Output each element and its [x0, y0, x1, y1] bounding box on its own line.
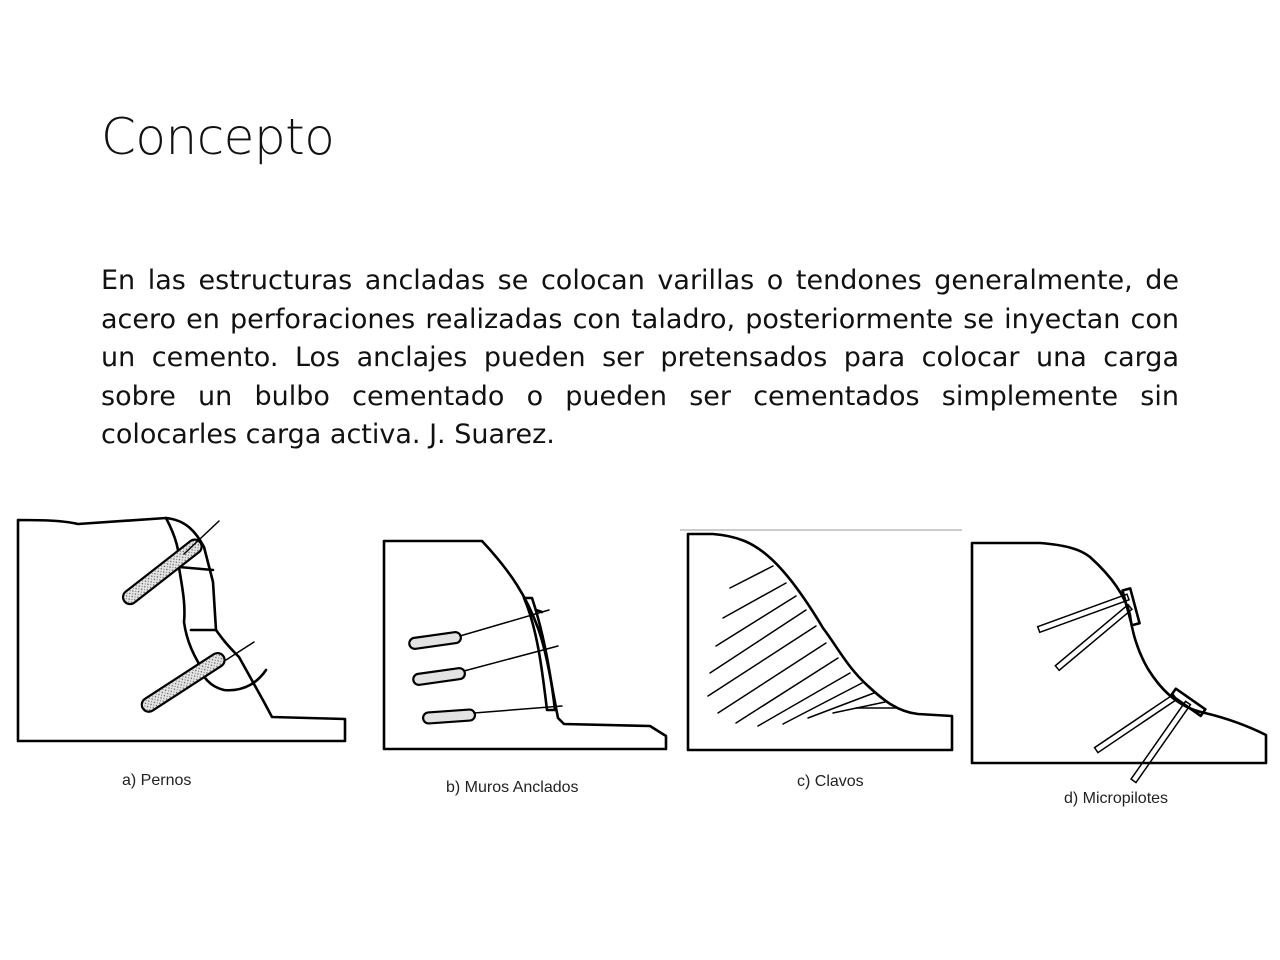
pernos-diagram	[16, 512, 348, 747]
figure-pernos	[16, 512, 348, 747]
caption-clavos: c) Clavos	[797, 773, 864, 790]
figure-muros-anclados	[382, 538, 668, 752]
soil-nails	[708, 566, 896, 726]
caption-muros-anclados: b) Muros Anclados	[446, 779, 579, 796]
muros-anclados-diagram	[382, 538, 668, 752]
slide-title: Concepto	[101, 108, 335, 166]
slide-body-text: En las estructuras ancladas se colocan varillas o tendones generalmente, de acero en perforaciones realizadas con taladro, posteriormente se inyectan con un cemento. Los anclajes pueden ser pretensados para colocar una carga sobre un bulbo cementado o pueden ser cementados simplemente sin colocarles carga activa. J. Suarez.	[101, 265, 1179, 450]
figure-clavos	[678, 528, 963, 754]
micropilotes-diagram	[970, 537, 1270, 767]
figure-micropilotes	[970, 537, 1270, 767]
caption-micropilotes: d) Micropilotes	[1064, 790, 1169, 807]
micropiles	[1038, 594, 1191, 782]
clavos-diagram	[678, 528, 963, 754]
caption-pernos: a) Pernos	[122, 772, 192, 789]
